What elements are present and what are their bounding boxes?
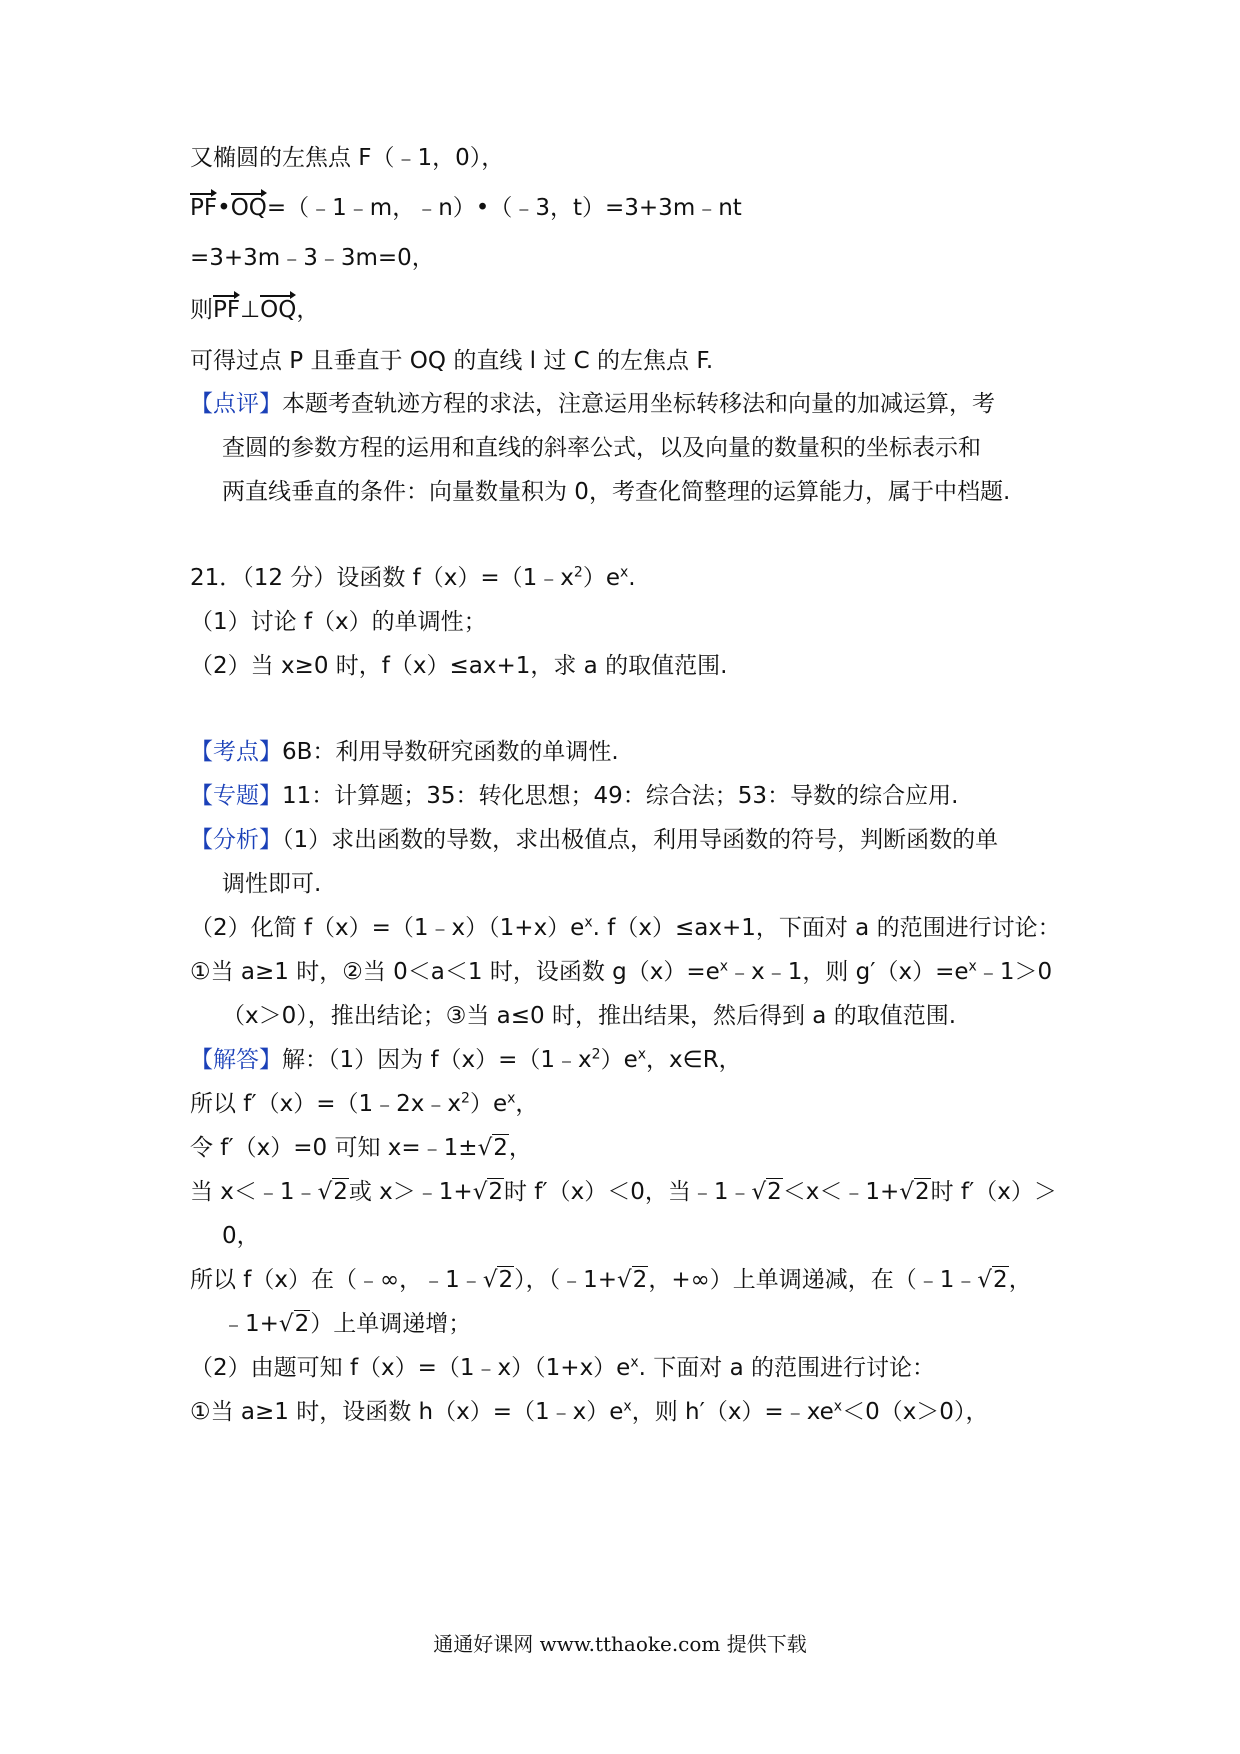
text-line: 可得过点 P 且垂直于 OQ 的直线 l 过 C 的左焦点 F. (190, 348, 714, 374)
answer-line: ①当 a≥1 时，设函数 $h(x)=(1﹣x)e^x$，则 $h'(x)=﹣xe^x<0(x>0)$， (190, 1398, 989, 1425)
problem-heading: 21．（12 分）设函数 $f(x)=(1﹣x^2)e^x$. (190, 564, 636, 591)
sqrt-two: √2 (472, 1179, 503, 1205)
answer-line: 令 f′（x）=0 可知 x=﹣1±√2， (190, 1132, 1090, 1164)
problem-part: （2）当 x≥0 时，f（x）≤ax+1，求 a 的取值范围. (190, 653, 728, 679)
sqrt-two: √2 (751, 1179, 782, 1205)
answer-line: （2）由题可知 $f(x)=(1﹣x)(1+x)e^x$. 下面对 a 的范围进行讨论： (190, 1354, 935, 1381)
analysis-line: （2）化简 $f(x)=(1﹣x)(1+x)e^x$. f（x）≤ax+1，下面对 a 的范围进行讨论： (190, 914, 1061, 941)
answer-line: ﹣1+√2）上单调递增； (222, 1308, 1122, 1340)
vector-oq: OQ (260, 294, 296, 326)
comment-line: 两直线垂直的条件：向量数量积为 0，考查化简整理的运算能力，属于中档题. (222, 479, 1011, 505)
answer-line: 所以 $f'(x)=(1﹣2x﹣x^2)e^x$， (190, 1090, 539, 1117)
answer-line: 0， (222, 1223, 260, 1249)
comment-line: 【点评】本题考查轨迹方程的求法，注意运用坐标转移法和向量的加减运算，考 (190, 391, 995, 417)
text-line: 则PF⊥OQ， (190, 294, 1090, 326)
analysis-line: 【分析】（1）求出函数的导数，求出极值点，利用导函数的符号，判断函数的单 (190, 827, 999, 853)
sqrt-two: √2 (617, 1267, 648, 1293)
meta-line: 【考点】6B：利用导数研究函数的单调性. (190, 739, 619, 765)
sqrt-two: √2 (899, 1179, 930, 1205)
page-footer: 通通好课网 www.tthaoke.com 提供下载 (433, 1632, 807, 1656)
comment-line: 查圆的参数方程的运用和直线的斜率公式，以及向量的数量积的坐标表示和 (222, 435, 981, 461)
section-tag: 【解答】 (190, 1047, 282, 1073)
meta-line: 【专题】11：计算题；35：转化思想；49：综合法；53：导数的综合应用. (190, 783, 959, 809)
sqrt-two: √2 (317, 1179, 348, 1205)
section-tag: 【分析】 (190, 827, 282, 853)
text-line: PF•OQ=（﹣1﹣m，﹣n）•（﹣3，t）=3+3m﹣nt (190, 192, 1090, 224)
section-tag: 【考点】 (190, 739, 282, 765)
problem-part: （1）讨论 f（x）的单调性； (190, 609, 487, 635)
answer-line: 【解答】解：（1）因为 $f(x)=(1﹣x^2)e^x$，x∈R， (190, 1046, 742, 1073)
vector-pf: PF (190, 192, 217, 224)
analysis-line: ①当 a≥1 时，②当 0＜a＜1 时，设函数 $g(x)=e^x﹣x﹣1$，则 $g'(x)=e^x﹣1>0$ (190, 958, 1053, 985)
section-tag: 【点评】 (190, 391, 282, 417)
section-tag: 【专题】 (190, 783, 282, 809)
sqrt-two: √2 (482, 1267, 514, 1293)
vector-pf: PF (213, 294, 240, 326)
analysis-line: （x＞0），推出结论；③当 a≤0 时，推出结果，然后得到 a 的取值范围. (222, 1003, 957, 1029)
answer-line: 当 x＜﹣1﹣√2或 x＞﹣1+√2时 f′（x）＜0，当﹣1﹣√2＜x＜﹣1+√2时 f′（x）＞ (190, 1176, 1090, 1208)
sqrt-two: √2 (977, 1267, 1008, 1293)
vector-oq: OQ (231, 192, 267, 224)
text-line: 又椭圆的左焦点 F（﹣1，0）， (190, 145, 505, 171)
text-line: =3+3m﹣3﹣3m=0， (190, 245, 435, 271)
sqrt-two: √2 (477, 1135, 508, 1161)
analysis-line: 调性即可. (222, 871, 322, 897)
answer-line: 所以 f（x）在（﹣∞，﹣1﹣√2），（﹣1+√2，+∞）上单调递减，在（﹣1﹣√2， (190, 1264, 1090, 1296)
sqrt-two: √2 (278, 1311, 310, 1337)
